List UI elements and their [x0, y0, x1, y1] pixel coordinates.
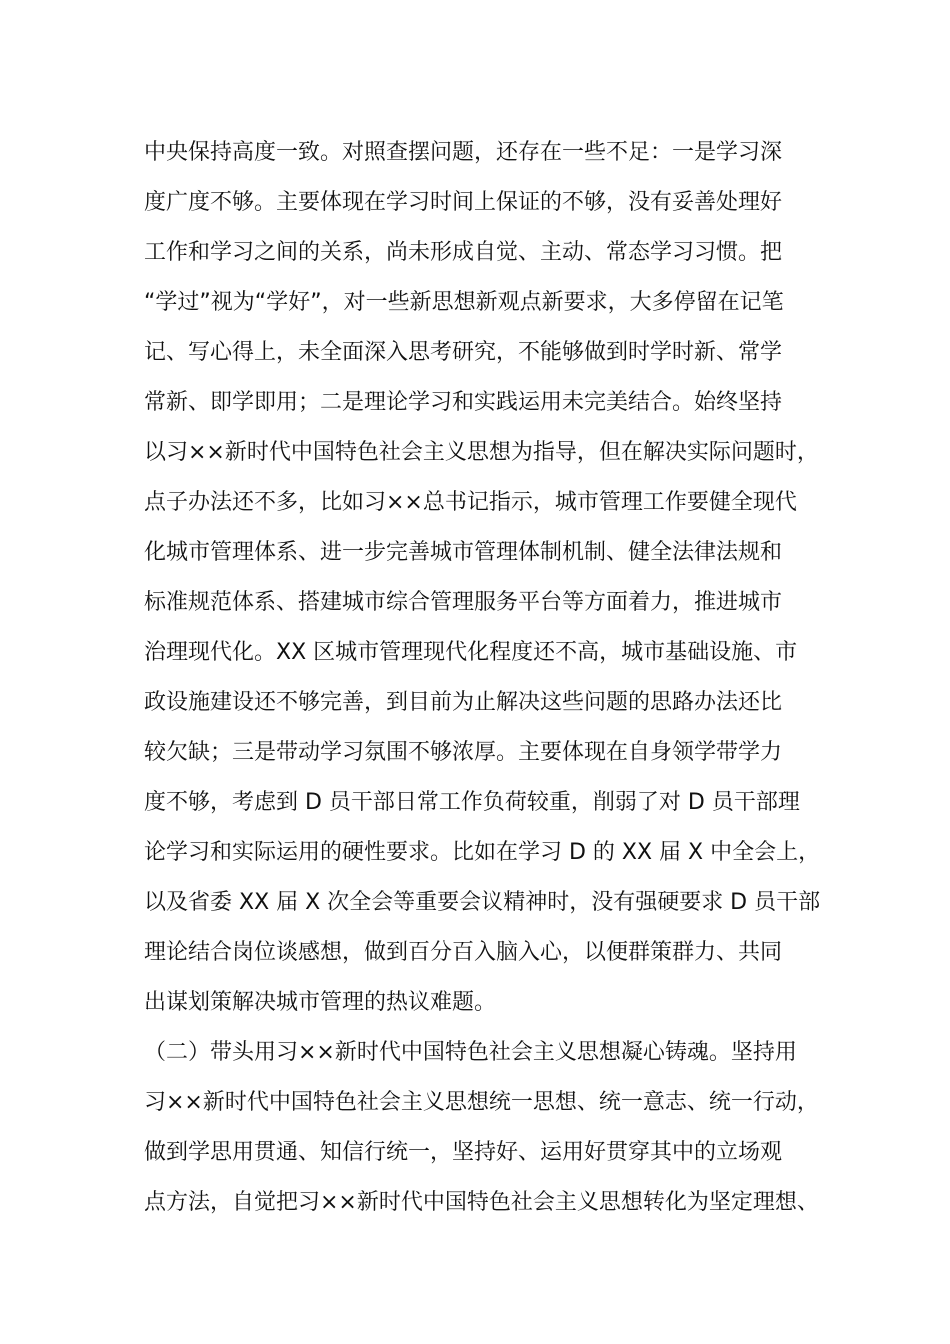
text-line: 化城市管理体系、进一步完善城市管理体制机制、健全法律法规和: [144, 540, 783, 565]
text-line: 做到学思用贯通、知信行统一，坚持好、运用好贯穿其中的立场观: [144, 1140, 783, 1165]
section-heading-line: （二）带头用习××新时代中国特色社会主义思想凝心铸魂。坚持用: [144, 1040, 797, 1065]
body-text: [144, 128, 844, 1228]
text-line: 以习××新时代中国特色社会主义思想为指导，但在解决实际问题时，: [144, 440, 819, 465]
text-line: 政设施建设还不够完善，到目前为止解决这些问题的思路办法还比: [144, 690, 783, 715]
text-line: 点子办法还不多，比如习××总书记指示，城市管理工作要健全现代: [144, 490, 797, 515]
text-line: 治理现代化。XX 区城市管理现代化程度还不高，城市基础设施、市: [144, 640, 798, 665]
text-line: 记、写心得上，未全面深入思考研究，不能够做到时学时新、常学: [144, 340, 783, 365]
text-line: 标准规范体系、搭建城市综合管理服务平台等方面着力，推进城市: [144, 590, 783, 615]
text-line: 出谋划策解决城市管理的热议难题。: [144, 990, 497, 1015]
text-line: 习××新时代中国特色社会主义思想统一思想、统一意志、统一行动，: [144, 1090, 819, 1115]
text-line: 较欠缺；三是带动学习氛围不够浓厚。主要体现在自身领学带学力: [144, 740, 783, 765]
text-line: 中央保持高度一致。对照查摆问题，还存在一些不足：一是学习深: [144, 140, 783, 165]
text-line: 点方法，自觉把习××新时代中国特色社会主义思想转化为坚定理想、: [144, 1190, 819, 1215]
text-line: 理论结合岗位谈感想，做到百分百入脑入心，以便群策群力、共同: [144, 940, 783, 965]
text-line: 工作和学习之间的关系，尚未形成自觉、主动、常态学习习惯。把: [144, 240, 783, 265]
text-line: 以及省委 XX 届 X 次全会等重要会议精神时，没有强硬要求 D 员干部: [144, 890, 821, 915]
text-line: “学过”视为“学好”，对一些新思想新观点新要求，大多停留在记笔: [144, 290, 784, 315]
text-line: 度广度不够。主要体现在学习时间上保证的不够，没有妥善处理好: [144, 190, 783, 215]
text-line: 论学习和实际运用的硬性要求。比如在学习 D 的 XX 届 X 中全会上，: [144, 840, 821, 865]
text-line: 常新、即学即用；二是理论学习和实践运用未完美结合。始终坚持: [144, 390, 783, 415]
text-line: 度不够，考虑到 D 员干部日常工作负荷较重，削弱了对 D 员干部理: [144, 790, 800, 815]
